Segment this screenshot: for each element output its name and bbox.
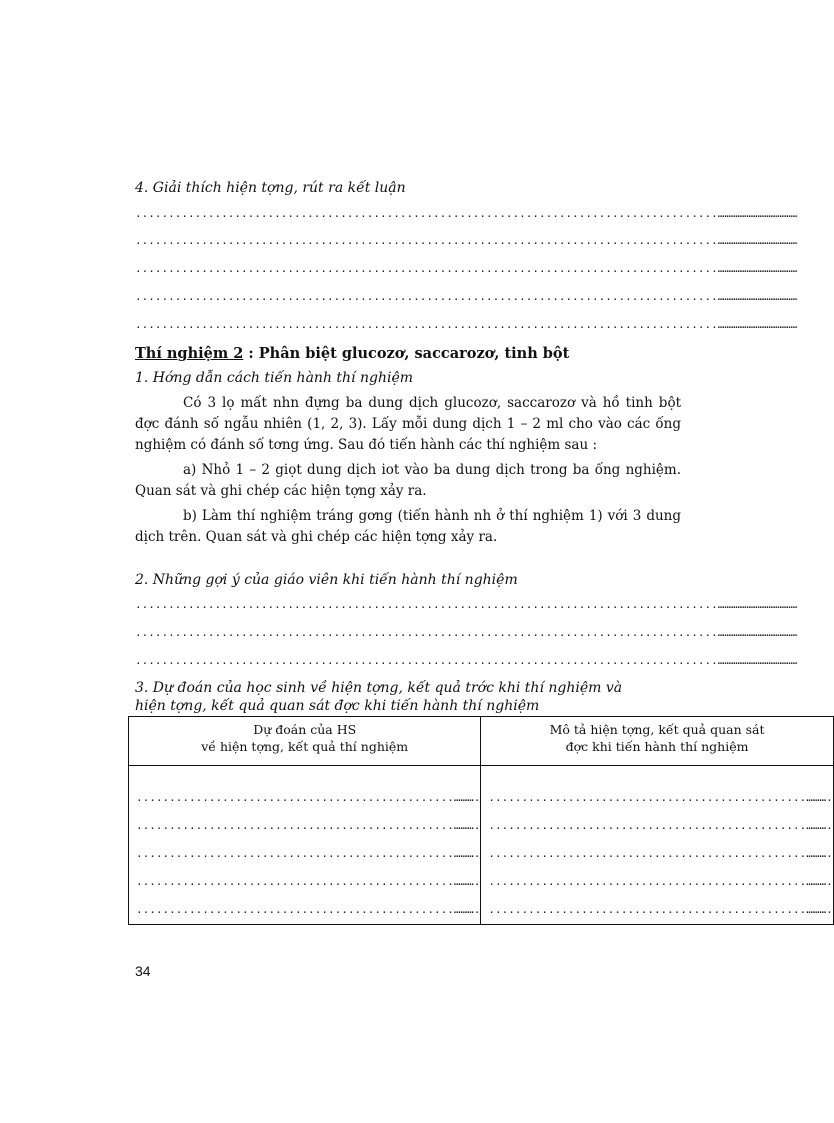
instructions [135, 393, 681, 548]
step3-heading-line1: 3. Dự đoán của học sinh về hiện tợng, kết quả trớc khi thí nghiệm và [135, 680, 623, 696]
col2-header-line2: đợc khi tiến hành thí nghiệm [565, 739, 749, 754]
col1-header-line1: Dự đoán của HS [253, 722, 357, 737]
section4-heading: 4. Giải thích hiện tợng, rút ra kết luận [135, 180, 406, 196]
item-b-paragraph: b) Làm thí nghiệm tráng gơng (tiến hành nh ở thí nghiệm 1) với 3 dung dịch trên. Quan sát và ghi chép các hiện tợng xảy ra. [135, 508, 681, 545]
col1-header [129, 717, 481, 766]
answer-line: ................................................………. [488, 903, 833, 916]
answer-line: ................................................………. [136, 875, 481, 888]
answer-line: ........................................................................................……………………………… [135, 654, 798, 667]
page-number: 34 [135, 963, 151, 979]
col2-answer-cell [481, 766, 833, 925]
step1-heading: 1. Hớng dẫn cách tiến hành thí nghiệm [135, 370, 414, 386]
answer-line: ........................................................................................……………………………… [135, 598, 798, 611]
experiment2-title-rest: : Phân biệt glucozơ, saccarozơ, tinh bột [243, 345, 570, 362]
col2-answer-lines [481, 766, 832, 924]
answer-line: ................................................………. [136, 819, 481, 832]
answer-line: ........................................................................................……………………………… [135, 318, 798, 331]
answer-line: ................................................………. [136, 903, 481, 916]
item-a-paragraph: a) Nhỏ 1 – 2 giọt dung dịch iot vào ba dung dịch trong ba ống nghiệm. Quan sát và ghi chép các hiện tợng xảy ra. [135, 462, 681, 499]
experiment2-label: Thí nghiệm 2 [135, 345, 244, 362]
answer-line: ........................................................................................……………………………… [135, 207, 798, 220]
col1-answer-cell [129, 766, 481, 925]
answer-line: ................................................………. [488, 847, 833, 860]
answer-line: ................................................………. [136, 847, 481, 860]
col2-header-line1: Mô tả hiện tợng, kết quả quan sát [549, 722, 765, 737]
answer-line: ................................................………. [488, 875, 833, 888]
col2-header [481, 717, 833, 766]
step3-heading-line2: hiện tợng, kết quả quan sát đợc khi tiến hành thí nghiệm [135, 698, 540, 714]
col1-header-line2: về hiện tợng, kết quả thí nghiệm [201, 739, 409, 754]
answer-line: ................................................………. [136, 791, 481, 804]
answer-line: ........................................................................................……………………………… [135, 234, 798, 247]
step2-heading: 2. Những gợi ý của giáo viên khi tiến hành thí nghiệm [135, 572, 518, 588]
answer-line: ........................................................................................……………………………… [135, 290, 798, 303]
table-body-row [129, 766, 834, 925]
observation-table [128, 716, 834, 925]
answer-line: ................................................………. [488, 819, 833, 832]
experiment2-title [135, 345, 569, 362]
col1-answer-lines [129, 766, 480, 924]
table-header-row [129, 717, 834, 766]
answer-line: ........................................................................................……………………………… [135, 626, 798, 639]
answer-line: ........................................................................................……………………………… [135, 262, 798, 275]
answer-line: ................................................………. [488, 791, 833, 804]
intro-paragraph: Có 3 lọ mất nhn đựng ba dung dịch glucozơ, saccarozơ và hồ tinh bột đợc đánh số ngẫu nhiên (1, 2, 3). Lấy mỗi dung dịch 1 – 2 ml cho vào các ống nghiệm có đánh số tơng ứng. Sau đó tiến hành các thí nghiệm sau : [135, 395, 681, 453]
